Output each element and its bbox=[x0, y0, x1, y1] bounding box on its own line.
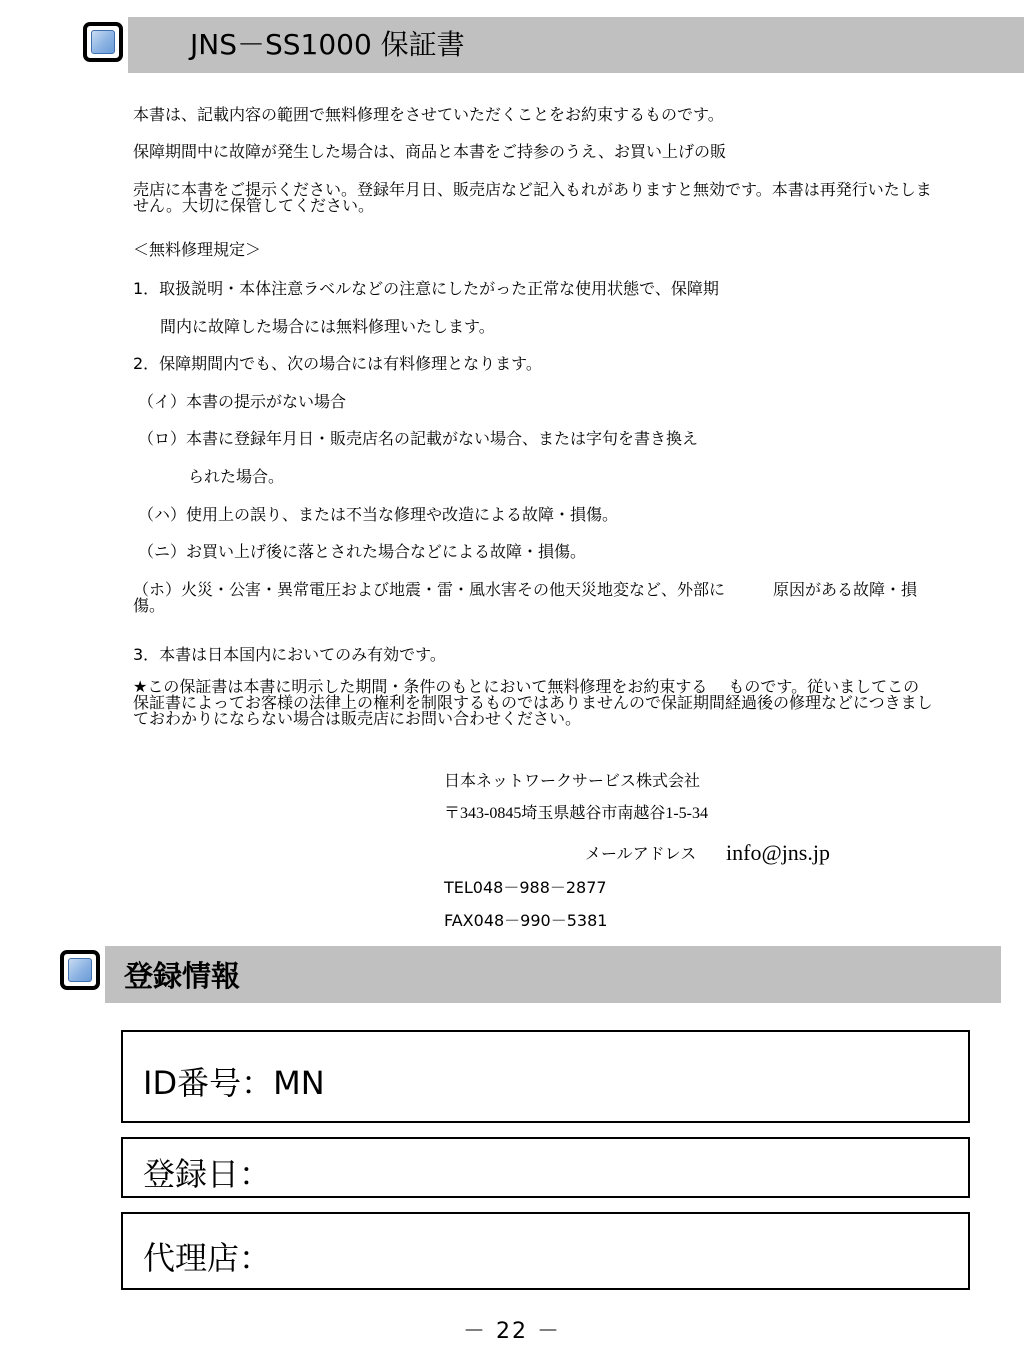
id-number-field[interactable] bbox=[121, 1030, 970, 1123]
id-number-label: ID番号：MN bbox=[143, 1064, 325, 1102]
email-address: info@jns.jp bbox=[726, 840, 830, 865]
rule-case: （ロ）本書に登録年月日・販売店名の記載がない場合、または字句を書き換え bbox=[138, 429, 699, 448]
registration-date-field[interactable] bbox=[121, 1137, 970, 1198]
page-number: － 22 － bbox=[463, 1319, 561, 1344]
rule-item: 2．保障期間内でも、次の場合には有料修理となります。 bbox=[133, 354, 542, 373]
company-address: 〒343-0845埼玉県越谷市南越谷1-5-34 bbox=[444, 805, 708, 822]
rule-case: （イ）本書の提示がない場合 bbox=[138, 392, 347, 411]
rule-case: （ニ）お買い上げ後に落とされた場合などによる故障・損傷。 bbox=[138, 542, 587, 561]
registration-title: 登録情報 bbox=[124, 959, 241, 993]
section-icon bbox=[60, 950, 100, 990]
rule-item: 1．取扱説明・本体注意ラベルなどの注意にしたがった正常な使用状態で、保障期 bbox=[133, 279, 719, 298]
company-name: 日本ネットワークサービス株式会社 bbox=[444, 771, 701, 790]
company-fax: FAX048－990－5381 bbox=[444, 911, 608, 930]
rule-case: られた場合。 bbox=[188, 467, 285, 486]
rule-item: 3．本書は日本国内においてのみ有効です。 bbox=[133, 645, 446, 664]
email-label: メールアドレス bbox=[585, 844, 697, 863]
warranty-paragraph: 保障期間中に故障が発生した場合は、商品と本書をご持参のうえ、お買い上げの販 bbox=[133, 142, 726, 161]
rule-case: （ハ）使用上の誤り、または不当な修理や改造による故障・損傷。 bbox=[138, 505, 619, 524]
rules-heading: ＜無料修理規定＞ bbox=[133, 240, 262, 259]
rule-case: （ホ）火災・公害・異常電圧および地震・雷・風水害その他天災地変など、外部に 原因がある故障・損傷。 bbox=[133, 580, 918, 615]
agent-field[interactable] bbox=[121, 1212, 970, 1290]
section-icon bbox=[83, 22, 123, 62]
warranty-paragraph: 本書は、記載内容の範囲で無料修理をさせていただくことをお約束するものです。 bbox=[133, 105, 724, 124]
rule-item: 間内に故障した場合には無料修理いたします。 bbox=[160, 317, 495, 336]
registration-date-label: 登録日： bbox=[143, 1155, 272, 1193]
agent-label: 代理店： bbox=[143, 1239, 272, 1277]
warranty-note: ★この保証書は本書に明示した期間・条件のもとにおいて無料修理をお約束する ものです。従いましてこの保証書によってお客様の法律上の権利を制限するものではありませんので保証期間経過後の修理などにつきましておわかりにならない場合は販売店にお問い合わせください。 bbox=[133, 677, 933, 728]
company-tel: TEL048－988－2877 bbox=[444, 878, 607, 897]
warranty-title: JNS－SS1000 保証書 bbox=[190, 28, 465, 61]
warranty-paragraph: 売店に本書をご提示ください。登録年月日、販売店など記入もれがありますと無効です。本書は再発行いたしません。大切に保管してください。 bbox=[133, 180, 932, 215]
